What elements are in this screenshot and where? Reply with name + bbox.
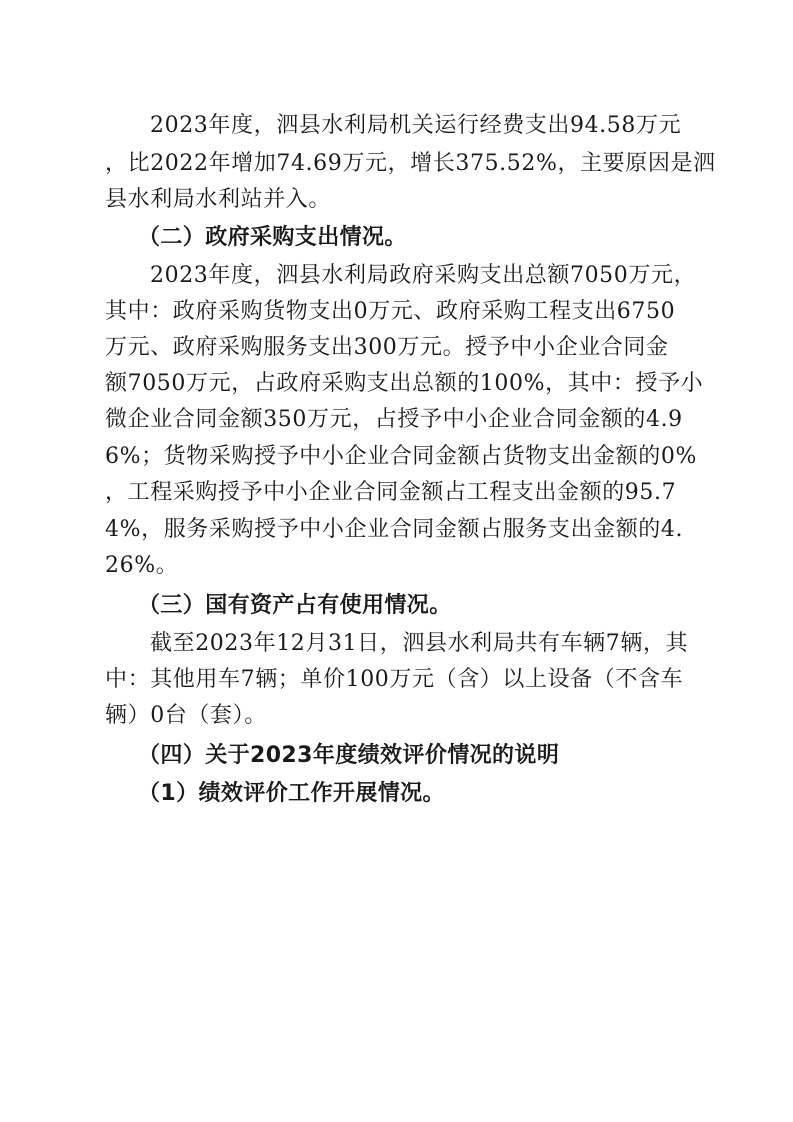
section-heading-performance-evaluation: （四）关于2023年度绩效评价情况的说明 <box>138 743 560 768</box>
paragraph-2-line-3: 万元、政府采购服务支出300万元。授予中小企业合同金 <box>105 335 669 360</box>
paragraph-1-line-2: ，比2022年增加74.69万元，增长375.52%，主要原因是泗 <box>105 151 716 176</box>
paragraph-1-line-1: 2023年度，泗县水利局机关运行经费支出94.58万元 <box>150 113 682 138</box>
paragraph-1-line-3: 县水利局水利站并入。 <box>105 187 332 212</box>
section-heading-state-assets: （三）国有资产占有使用情况。 <box>138 593 452 618</box>
paragraph-2-line-2: 其中：政府采购货物支出0万元、政府采购工程支出6750 <box>105 299 676 324</box>
section-heading-procurement: （二）政府采购支出情况。 <box>138 225 407 250</box>
subsection-heading-evaluation-work: （1）绩效评价工作开展情况。 <box>138 781 445 806</box>
paragraph-2-line-4: 额7050万元，占政府采购支出总额的100%，其中：授予小 <box>105 371 704 396</box>
paragraph-3-line-2: 中：其他用车7辆；单价100万元（含）以上设备（不含车 <box>105 667 684 692</box>
paragraph-2-line-5: 微企业合同金额350万元，占授予中小企业合同金额的4.9 <box>105 407 683 432</box>
paragraph-2-line-6: 6%；货物采购授予中小企业合同金额占货物支出金额的0% <box>105 444 698 469</box>
paragraph-3-line-3: 辆）0台（套）。 <box>105 703 267 728</box>
paragraph-2-line-9: 26%。 <box>105 553 179 578</box>
paragraph-3-line-1: 截至2023年12月31日，泗县水利局共有车辆7辆，其 <box>150 631 689 656</box>
paragraph-2-line-8: 4%，服务采购授予中小企业合同金额占服务支出金额的4. <box>105 517 684 542</box>
paragraph-2-line-7: ，工程采购授予中小企业合同金额占工程支出金额的95.7 <box>105 480 677 505</box>
paragraph-2-line-1: 2023年度，泗县水利局政府采购支出总额7050万元， <box>150 263 697 288</box>
